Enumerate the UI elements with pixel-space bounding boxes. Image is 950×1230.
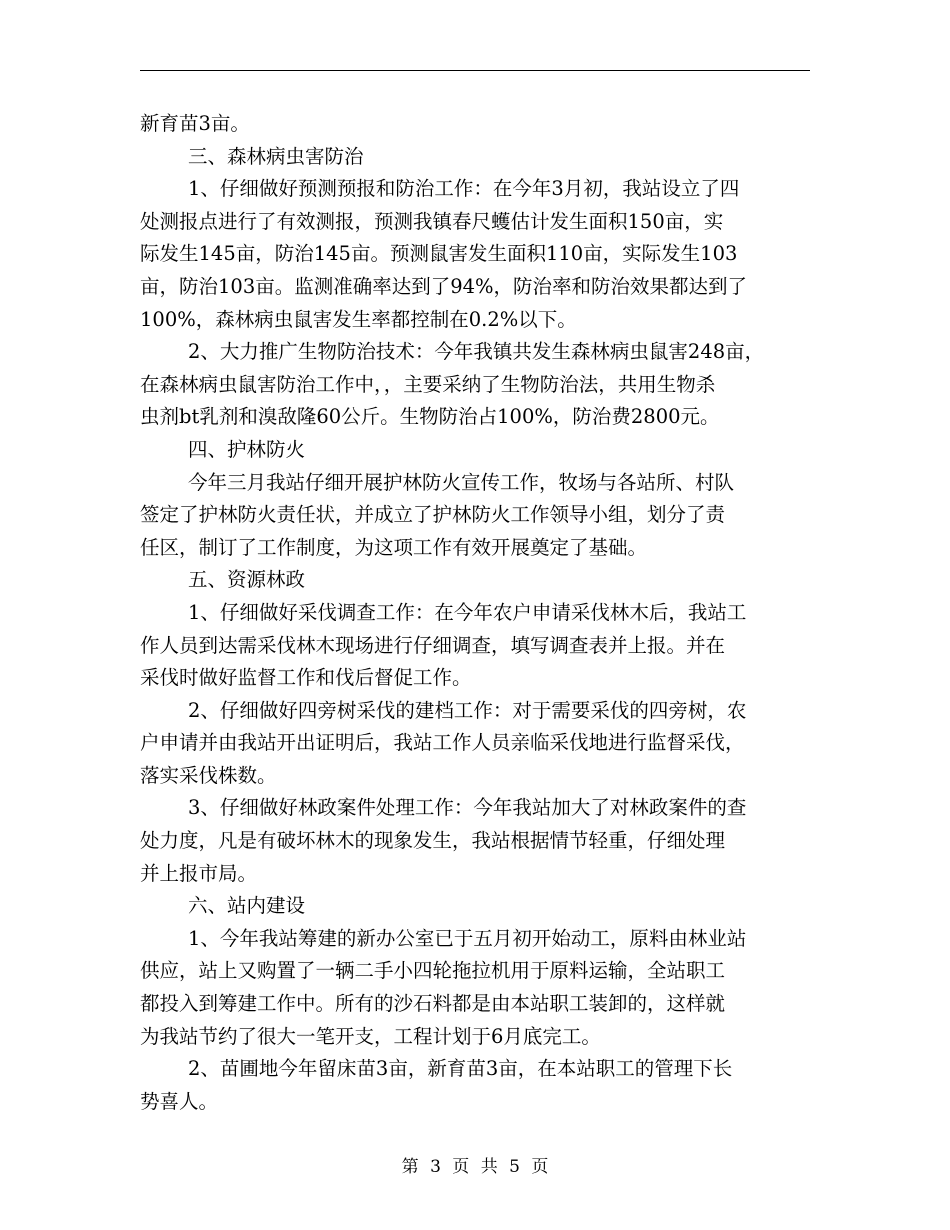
header-rule bbox=[140, 70, 810, 71]
paragraph-line: 1、今年我站筹建的新办公室已于五月初开始动工，原料由林业站 bbox=[188, 926, 747, 950]
paragraph-line: 1、仔细做好采伐调查工作：在今年农户申请采伐林木后，我站工 bbox=[188, 600, 747, 624]
section-heading: 四、护林防火 bbox=[188, 437, 306, 461]
text-line: 亩，防治103亩。监测准确率达到了94%，防治率和防治效果都达到了 bbox=[140, 274, 748, 298]
paragraph-line: 2、仔细做好四旁树采伐的建档工作：对于需要采伐的四旁树，农 bbox=[188, 698, 747, 722]
text-line: 处测报点进行了有效测报，预测我镇春尺蠖估计发生面积150亩，实 bbox=[140, 209, 724, 233]
text-line: 任区，制订了工作制度，为这项工作有效开展奠定了基础。 bbox=[140, 535, 648, 559]
text-line: 签定了护林防火责任状，并成立了护林防火工作领导小组，划分了责 bbox=[140, 503, 726, 527]
text-line: 供应，站上又购置了一辆二手小四轮拖拉机用于原料运输，全站职工 bbox=[140, 959, 726, 983]
paragraph-line: 今年三月我站仔细开展护林防火宣传工作，牧场与各站所、村队 bbox=[188, 470, 735, 494]
text-line: 处力度，凡是有破坏林木的现象发生，我站根据情节轻重，仔细处理 bbox=[140, 829, 726, 853]
section-heading: 五、资源林政 bbox=[188, 568, 306, 592]
text-line: 采伐时做好监督工作和伐后督促工作。 bbox=[140, 666, 472, 690]
document-body bbox=[140, 108, 810, 1118]
text-line: 户申请并由我站开出证明后，我站工作人员亲临采伐地进行监督采伐， bbox=[140, 731, 745, 755]
section-heading: 三、森林病虫害防治 bbox=[188, 144, 364, 168]
text-line: 势喜人。 bbox=[140, 1089, 219, 1113]
text-line: 都投入到筹建工作中。所有的沙石料都是由本站职工装卸的，这样就 bbox=[140, 992, 726, 1016]
paragraph-line: 2、苗圃地今年留床苗3亩，新育苗3亩，在本站职工的管理下长 bbox=[188, 1057, 733, 1081]
section-heading: 六、站内建设 bbox=[188, 894, 306, 918]
page-number: 第 3 页 共 5 页 bbox=[401, 1157, 549, 1177]
text-line: 作人员到达需采伐林木现场进行仔细调查，填写调查表并上报。并在 bbox=[140, 633, 726, 657]
text-line: 为我站节约了很大一笔开支，工程计划于6月底完工。 bbox=[140, 1024, 601, 1048]
text-line: 在森林病虫鼠害防治工作中，，主要采纳了生物防治法，共用生物杀 bbox=[140, 372, 716, 396]
text-line: 并上报市局。 bbox=[140, 861, 258, 885]
text-line: 新育苗3亩。 bbox=[140, 112, 250, 135]
text-line: 100%，森林病虫鼠害发生率都控制在0.2%以下。 bbox=[140, 307, 577, 331]
paragraph-line: 1、仔细做好预测预报和防治工作：在今年3月初，我站设立了四 bbox=[188, 177, 740, 201]
text-line: 落实采伐株数。 bbox=[140, 763, 277, 787]
text-line: 虫剂bt乳剂和溴敌隆60公斤。生物防治占100%，防治费2800元。 bbox=[140, 405, 720, 429]
paragraph-line: 2、大力推广生物防治技术：今年我镇共发生森林病虫鼠害248亩， bbox=[188, 340, 765, 364]
text-line: 际发生145亩，防治145亩。预测鼠害发生面积110亩，实际发生103 bbox=[140, 242, 738, 266]
paragraph-line: 3、仔细做好林政案件处理工作：今年我站加大了对林政案件的查 bbox=[188, 796, 747, 820]
